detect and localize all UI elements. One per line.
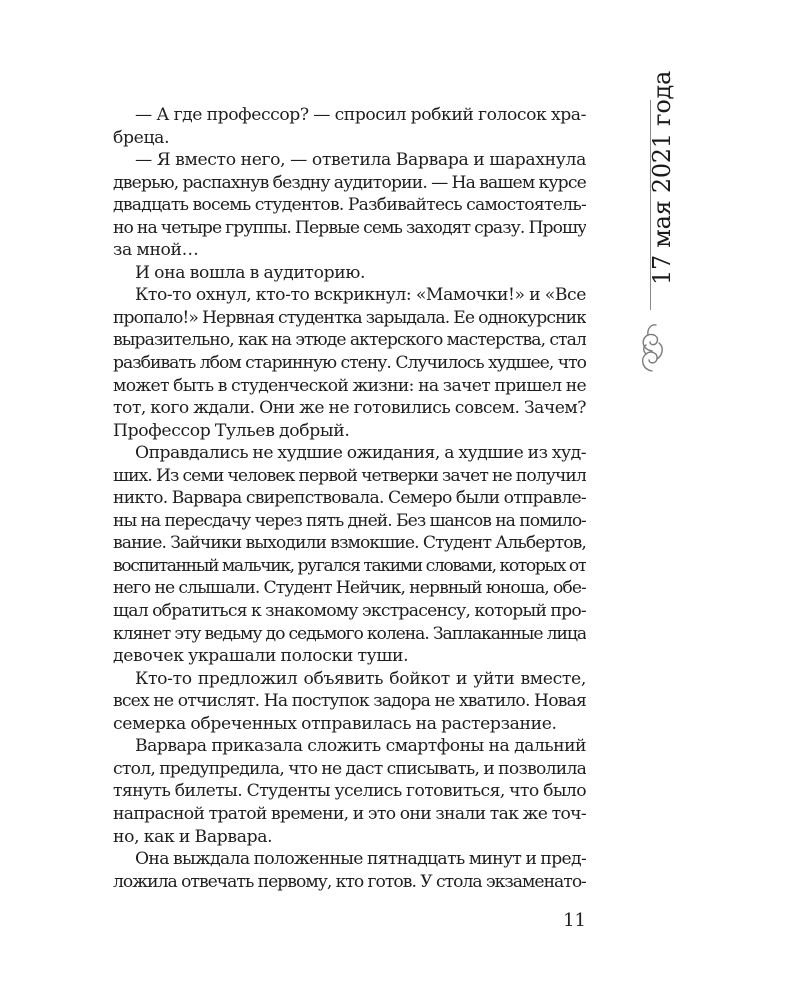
text-line: за мной… <box>113 240 199 261</box>
text-line: вание. Зайчики выходили взмокшие. Студент Альбертов, <box>113 533 586 554</box>
text-line: напрасной тратой времени, и это они знали так же точ- <box>113 803 586 824</box>
text-line: И она вошла в аудиторию. <box>135 262 366 283</box>
text-line: никто. Варвара свирепствовала. Семеро были отправле- <box>113 488 586 509</box>
text-line: ны на пересдачу через пять дней. Без шансов на помило- <box>113 510 586 531</box>
text-line: Оправдались не худшие ожидания, а худшие из худ- <box>135 443 586 464</box>
body-text <box>113 104 586 893</box>
text-line: Варвара приказала сложить смартфоны на дальний <box>135 736 586 757</box>
text-line: выразительно, как на этюде актерского мастерства, стал <box>113 330 586 351</box>
text-line: ших. Из семи человек первой четверки зачет не получил <box>113 465 586 486</box>
running-header-date: 17 мая 2021 года <box>648 71 676 285</box>
text-line: разбивать лбом старинную стену. Случилось худшее, что <box>113 353 586 374</box>
text-line: Она выждала положенные пятнадцать минут и пред- <box>135 849 586 870</box>
text-line: может быть в студенческой жизни: на зачет пришел не <box>113 375 586 396</box>
text-line: Профессор Тульев добрый. <box>113 420 350 441</box>
text-line: но на четыре группы. Первые семь заходят сразу. Прошу <box>113 217 586 238</box>
text-line: пропало!» Нервная студентка зарыдала. Ее однокурсник <box>113 307 586 328</box>
text-line: щал обратиться к знакомому экстрасенсу, который про- <box>113 601 586 622</box>
text-line: него не слышали. Студент Нейчик, нервный юноша, обе- <box>113 578 586 599</box>
text-line: Кто-то предложил объявить бойкот и уйти вместе, <box>135 668 586 689</box>
text-line: клянет эту ведьму до седьмого колена. Заплаканные лица <box>113 623 586 644</box>
text-line: Кто-то охнул, кто-то вскрикнул: «Мамочки!» и «Все <box>135 285 586 306</box>
text-line: семерка обреченных отправилась на растерзание. <box>113 713 557 734</box>
text-line: девочек украшали полоски туши. <box>113 646 409 667</box>
text-line: но, как и Варвара. <box>113 826 273 847</box>
page-number: 11 <box>563 910 586 931</box>
text-line: ложила отвечать первому, кто готов. У стола экзаменато- <box>113 871 586 892</box>
text-line: двадцать восемь студентов. Разбивайтесь самостоятель- <box>113 195 586 216</box>
text-line: бреца. <box>113 127 170 148</box>
text-line: — Я вместо него, — ответила Варвара и шарахнула <box>135 150 586 171</box>
text-line: стол, предупредила, что не даст списывать, и позволила <box>113 758 586 779</box>
swirl-ornament-icon <box>637 321 667 373</box>
text-line: воспитанный мальчик, ругался такими словами, которых от <box>113 555 586 576</box>
text-line: всех не отчислят. На поступок задора не хватило. Новая <box>113 691 586 712</box>
text-line: тянуть билеты. Студенты уселись готовиться, что было <box>113 781 586 802</box>
text-line: — А где профессор? — спросил робкий голосок хра- <box>135 105 586 125</box>
text-line: дверью, распахнув бездну аудитории. — На вашем курсе <box>113 172 586 193</box>
text-line: тот, кого ждали. Они же не готовились совсем. Зачем? <box>113 398 586 419</box>
